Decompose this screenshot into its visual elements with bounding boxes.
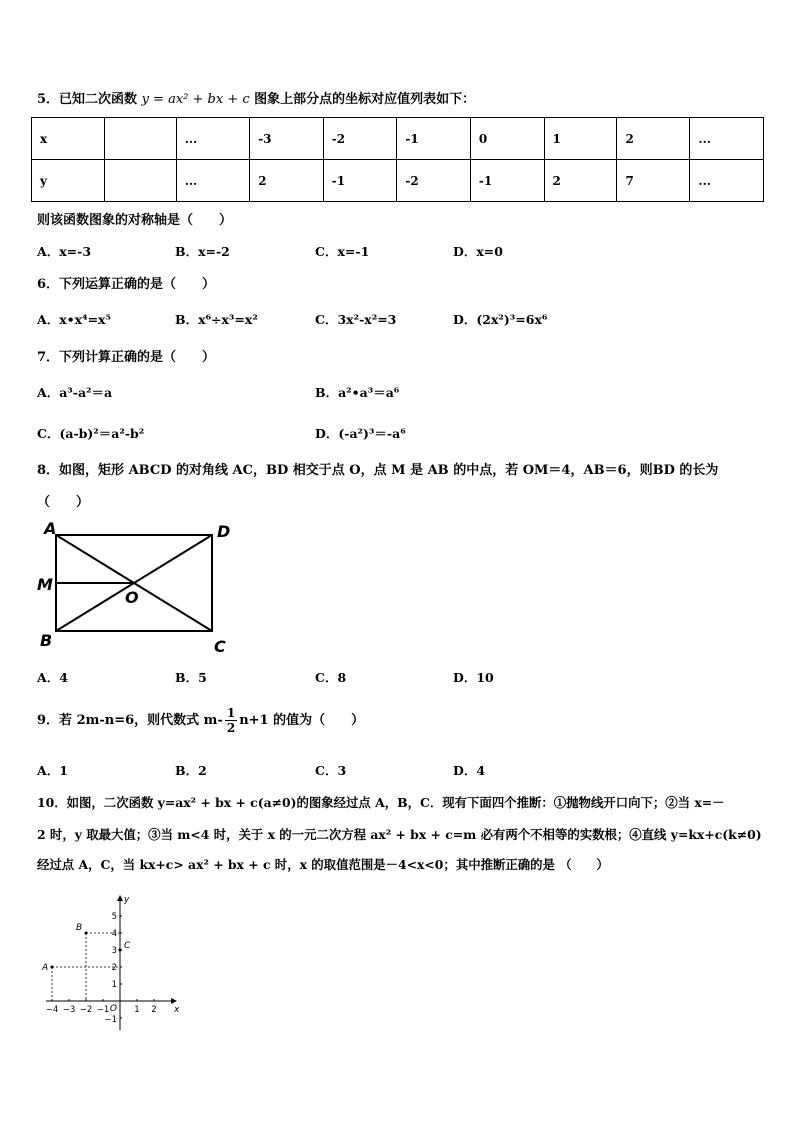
x-tick-label: −4 xyxy=(45,1005,59,1015)
x-tick-label: 2 xyxy=(151,1005,157,1015)
table-cell: y xyxy=(32,160,105,202)
x-tick-label: −2 xyxy=(79,1005,93,1015)
y-tick-label: 1 xyxy=(111,980,117,990)
q5-option-d[interactable]: D．x=0 xyxy=(453,244,503,259)
table-cell: 2 xyxy=(250,160,324,202)
table-cell: x xyxy=(32,118,105,160)
q8-stem: 8．如图，矩形 ABCD 的对角线 AC，BD 相交于点 O，点 M 是 AB 的中点，若 OM＝4，AB＝6，则BD 的长为 xyxy=(37,463,719,478)
q7-option-d[interactable]: D．(-a²)³＝-a⁶ xyxy=(315,426,406,441)
table-cell: -2 xyxy=(397,160,471,202)
x-tick-label: −3 xyxy=(62,1005,76,1015)
q5-question: 则该函数图象的对称轴是（ ） xyxy=(37,213,233,228)
y-tick-label: 5 xyxy=(111,912,117,922)
q8-rectangle-figure xyxy=(34,518,244,660)
x-tick-label: −1 xyxy=(96,1005,110,1015)
q9-option-c[interactable]: C．3 xyxy=(315,763,347,778)
y-tick-label: 4 xyxy=(111,929,117,939)
q5-option-a[interactable]: A．x=-3 xyxy=(37,244,92,259)
q8-option-d[interactable]: D．10 xyxy=(453,670,494,685)
q10-line2: 2 时，y 取最大值；③当 m<4 时，关于 x 的一元二次方程 ax² + bx + c=m 必有两个不相等的实数根；④直线 y=kx+c(k≠0) xyxy=(37,827,762,842)
q5-option-c[interactable]: C．x=-1 xyxy=(315,244,370,259)
q6-stem: 6．下列运算正确的是（ ） xyxy=(37,277,216,292)
q10-graph xyxy=(38,890,183,1035)
table-cell: ... xyxy=(690,160,764,202)
point-c xyxy=(119,949,122,952)
q9-option-b[interactable]: B．2 xyxy=(175,763,207,778)
y-axis-label: y xyxy=(124,895,130,905)
q9-fraction xyxy=(225,706,237,735)
q9-option-d[interactable]: D．4 xyxy=(453,763,486,778)
table-cell: 0 xyxy=(470,118,544,160)
q7-option-a[interactable]: A．a³-a²＝a xyxy=(37,385,113,400)
label-m: M xyxy=(37,575,53,594)
q5-stem xyxy=(37,88,475,107)
q9-option-a[interactable]: A．1 xyxy=(37,763,68,778)
q6-option-b[interactable]: B．x⁶÷x³=x² xyxy=(175,312,258,327)
q9-frac-num: 1 xyxy=(226,706,236,720)
q8-paren: （ ） xyxy=(37,495,90,510)
table-cell: 2 xyxy=(544,160,617,202)
q5-prefix: 5．已知二次函数 xyxy=(37,92,138,107)
origin-label: O xyxy=(109,1004,117,1014)
point-b xyxy=(85,932,88,935)
q10-line3: 经过点 A，C，当 kx+c> ax² + bx + c 时，x 的取值范围是－4<x<0；其中推断正确的是 （ ） xyxy=(37,857,609,872)
table-cell: -3 xyxy=(250,118,324,160)
q10-line1: 10．如图，二次函数 y=ax² + bx + c(a≠0)的图象经过点 A，B，C．现有下面四个推断：①抛物线开口向下；②当 x=－ xyxy=(37,795,725,810)
x-axis-label: x xyxy=(174,1005,180,1015)
table-cell xyxy=(104,118,176,160)
y-tick-label: 3 xyxy=(111,946,117,956)
table-cell: -2 xyxy=(323,118,397,160)
q9-frac-den: 2 xyxy=(226,721,236,735)
table-cell xyxy=(104,160,176,202)
table-cell: 2 xyxy=(617,118,690,160)
q5-option-b[interactable]: B．x=-2 xyxy=(175,244,230,259)
q7-stem: 7．下列计算正确的是（ ） xyxy=(37,350,216,365)
table-cell: ... xyxy=(176,118,249,160)
q6-option-a[interactable]: A．x•x⁴=x⁵ xyxy=(37,312,111,327)
table-cell: ... xyxy=(690,118,764,160)
q9-stem xyxy=(37,706,364,735)
q8-option-c[interactable]: C．8 xyxy=(315,670,347,685)
q7-option-b[interactable]: B．a²•a³＝a⁶ xyxy=(315,385,400,400)
table-cell: -1 xyxy=(323,160,397,202)
table-cell: -1 xyxy=(470,160,544,202)
table-cell: 1 xyxy=(544,118,617,160)
x-tick-label: 1 xyxy=(134,1005,140,1015)
label-c: C xyxy=(214,637,226,656)
y-tick-label: 2 xyxy=(111,963,117,973)
label-b: B xyxy=(40,631,53,650)
point-c-label: C xyxy=(124,941,131,951)
point-b-label: B xyxy=(76,923,83,933)
q5-formula: y = ax² + bx + c xyxy=(141,92,250,107)
q8-option-a[interactable]: A．4 xyxy=(37,670,68,685)
q6-option-d[interactable]: D．(2x²)³=6x⁶ xyxy=(453,312,548,327)
q8-option-b[interactable]: B．5 xyxy=(175,670,207,685)
label-d: D xyxy=(217,522,231,541)
q5-value-table xyxy=(31,117,764,202)
point-a-label: A xyxy=(42,963,49,973)
table-cell: ... xyxy=(176,160,249,202)
q7-option-c[interactable]: C．(a-b)²＝a²-b² xyxy=(37,426,145,441)
label-o: O xyxy=(125,588,139,607)
q5-suffix: 图象上部分点的坐标对应值列表如下： xyxy=(254,92,476,107)
y-tick-label: −1 xyxy=(104,1015,117,1025)
table-row xyxy=(32,118,764,160)
q6-option-c[interactable]: C．3x²-x²=3 xyxy=(315,312,397,327)
point-a xyxy=(51,966,54,969)
table-row xyxy=(32,160,764,202)
q9-prefix: 9．若 2m-n=6，则代数式 m- xyxy=(37,713,223,728)
q9-suffix: n+1 的值为（ ） xyxy=(239,713,365,728)
table-cell: 7 xyxy=(617,160,690,202)
label-a: A xyxy=(44,519,57,538)
table-cell: -1 xyxy=(397,118,471,160)
